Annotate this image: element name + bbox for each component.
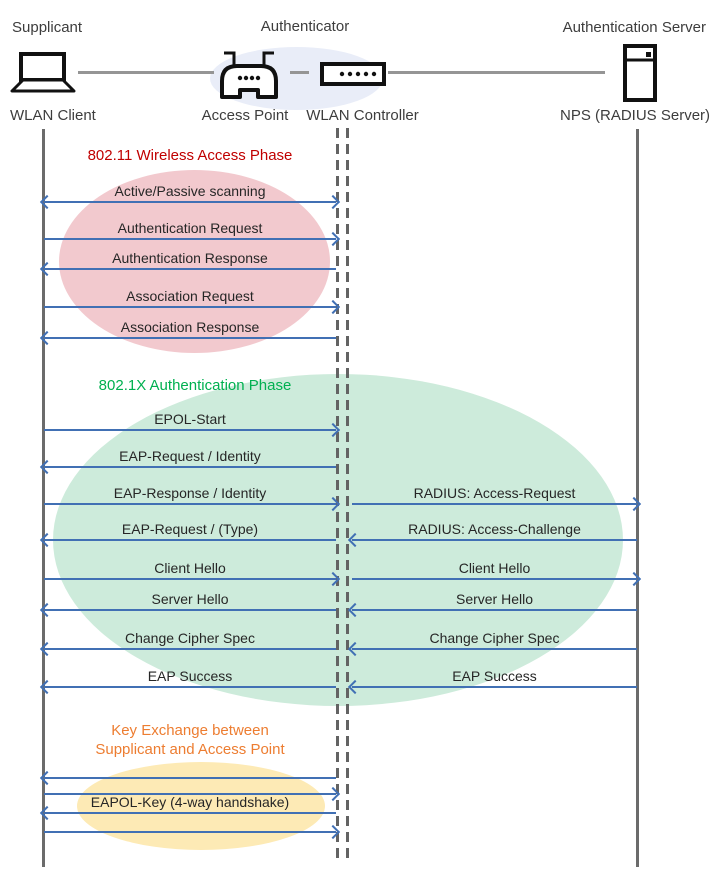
msg-epol-start	[44, 411, 336, 431]
arrow-line	[352, 686, 637, 688]
phase3-title-line1: Key Exchange between	[111, 722, 269, 739]
message-label: Association Request	[126, 288, 254, 304]
msg-server-hello-right	[352, 591, 637, 611]
message-label: EAP-Response / Identity	[113, 485, 267, 501]
lifeline-controller-dashed-2	[346, 128, 349, 864]
node-label-wlan-client: WLAN Client	[10, 107, 96, 124]
arrow-line	[44, 686, 336, 688]
message-label: Authentication Request	[117, 220, 263, 236]
message-label: Change Cipher Spec	[125, 630, 255, 646]
laptop-icon	[10, 52, 76, 94]
msg-change-cipher-spec-right	[352, 630, 637, 650]
msg-server-hello-left	[44, 591, 336, 611]
msg-eap-request-identity	[44, 448, 336, 468]
arrow-line	[44, 578, 336, 580]
message-label: RADIUS: Access-Challenge	[408, 521, 581, 537]
connector-dash	[290, 71, 309, 74]
arrow-line	[352, 578, 637, 580]
role-label-authenticator: Authenticator	[260, 18, 350, 35]
connector-line	[78, 71, 214, 74]
message-label: Change Cipher Spec	[429, 630, 560, 646]
msg-active-passive-scanning	[44, 183, 336, 203]
message-label: EAP-Request / Identity	[119, 448, 261, 464]
message-label: EPOL-Start	[154, 411, 226, 427]
arrow-line	[44, 777, 336, 779]
phase3-title	[44, 721, 336, 759]
msg-association-response	[44, 319, 336, 339]
message-label: RADIUS: Access-Request	[413, 485, 576, 501]
arrow-line	[44, 812, 336, 814]
node-label-access-point: Access Point	[201, 107, 289, 124]
role-label-authentication-server: Authentication Server	[562, 19, 706, 36]
msg-eap-success-left	[44, 668, 336, 688]
arrow-line	[44, 337, 336, 339]
arrow-line	[44, 429, 336, 431]
phase2-title: 802.1X Authentication Phase	[98, 377, 292, 394]
arrow-line	[352, 503, 637, 505]
msg-client-hello-right	[352, 560, 637, 580]
server-icon	[623, 44, 657, 102]
arrow-line	[44, 238, 336, 240]
arrow-line	[44, 306, 336, 308]
arrow-line	[44, 648, 336, 650]
message-label: Active/Passive scanning	[114, 183, 266, 199]
msg-authentication-response	[44, 250, 336, 270]
message-label: Authentication Response	[112, 250, 268, 266]
message-label: EAP Success	[147, 668, 233, 684]
arrow-line	[44, 609, 336, 611]
arrow-line	[44, 201, 336, 203]
msg-eapol-key-4way-handshake	[44, 794, 336, 814]
arrow-line	[352, 648, 637, 650]
message-label: EAP Success	[452, 668, 537, 684]
msg-association-request	[44, 288, 336, 308]
role-label-supplicant: Supplicant	[12, 19, 83, 36]
arrow-line	[44, 539, 336, 541]
message-label: Server Hello	[151, 591, 229, 607]
message-label: Client Hello	[458, 560, 531, 576]
arrow-line	[352, 609, 637, 611]
phase3-title-line2: Supplicant and Access Point	[95, 741, 285, 758]
msg-eap-success-right	[352, 668, 637, 688]
arrow-line	[44, 831, 336, 833]
message-label: Association Response	[120, 319, 260, 335]
msg-change-cipher-spec-left	[44, 630, 336, 650]
arrow-line	[44, 268, 336, 270]
msg-radius-access-request	[352, 485, 637, 505]
msg-eap-request-type	[44, 521, 336, 541]
arrow-line	[44, 466, 336, 468]
msg-client-hello-left	[44, 560, 336, 580]
connector-line	[388, 71, 605, 74]
arrow-line	[352, 539, 637, 541]
arrow-line	[44, 503, 336, 505]
msg-radius-access-challenge	[352, 521, 637, 541]
message-label: Client Hello	[154, 560, 226, 576]
message-label: EAPOL-Key (4-way handshake)	[90, 794, 290, 810]
message-label: Server Hello	[455, 591, 534, 607]
wlan-controller-icon	[320, 62, 386, 86]
msg-eapol-key-arrow-1	[44, 777, 336, 779]
node-label-wlan-controller: WLAN Controller	[306, 107, 419, 124]
msg-eapol-key-arrow-4	[44, 831, 336, 833]
node-label-nps: NPS (RADIUS Server)	[560, 107, 711, 124]
access-point-icon	[218, 50, 280, 100]
msg-authentication-request	[44, 220, 336, 240]
msg-eap-response-identity	[44, 485, 336, 505]
phase1-title: 802.11 Wireless Access Phase	[87, 147, 293, 164]
message-label: EAP-Request / (Type)	[121, 521, 259, 537]
